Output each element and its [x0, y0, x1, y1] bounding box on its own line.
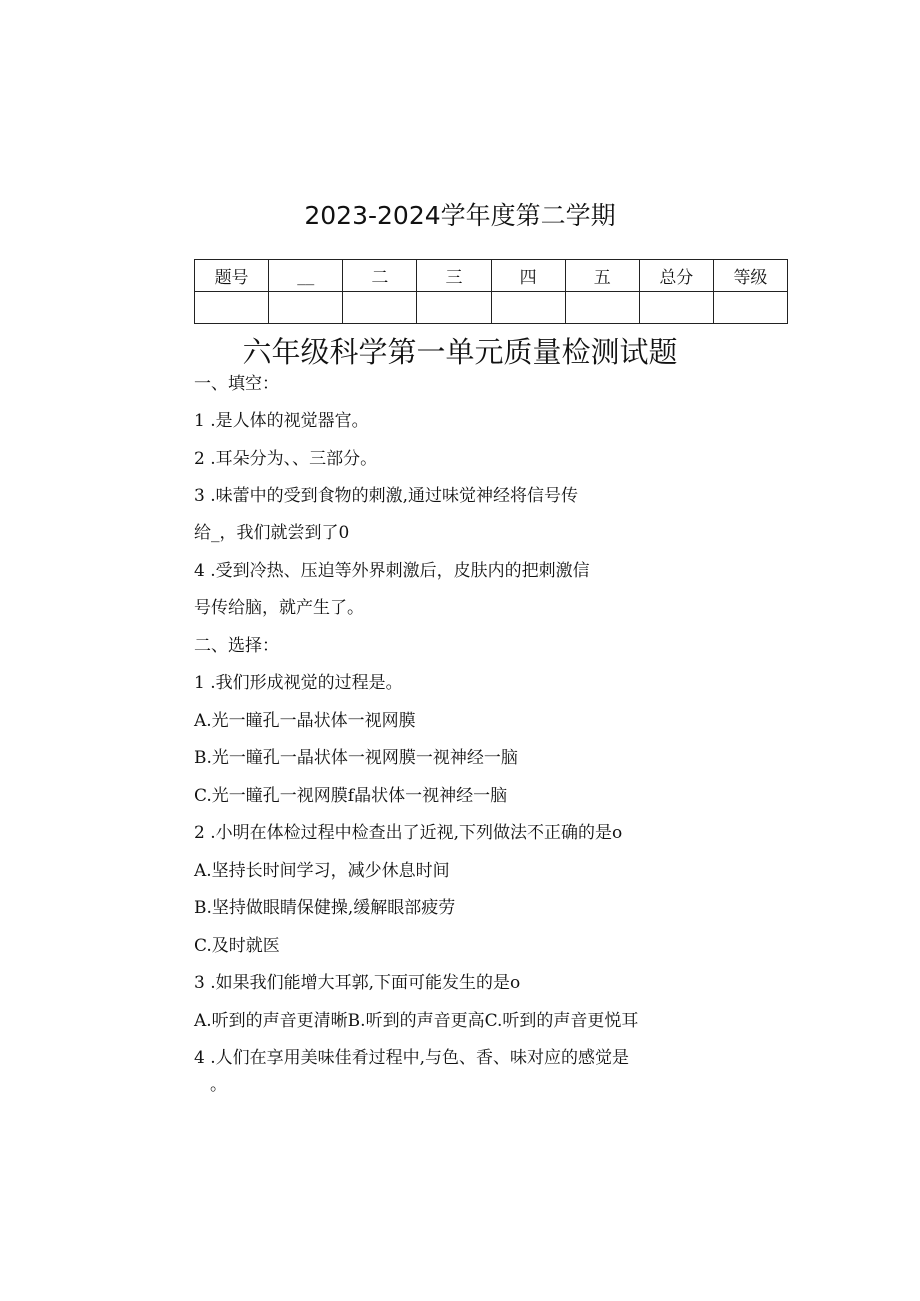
question-line: 号传给脑，就产生了。: [194, 598, 364, 618]
score-header-cell: 五: [565, 260, 639, 292]
score-value-cell[interactable]: [565, 292, 639, 324]
score-table: [194, 259, 788, 324]
score-header-cell: 总分: [639, 260, 713, 292]
section-heading-choice: 二、选择：: [194, 636, 279, 656]
option-line: B.坚持做眼睛保健操,缓解眼部疲劳: [194, 898, 456, 918]
score-header-cell: 二: [343, 260, 417, 292]
question-line: 1 .是人体的视觉器官。: [194, 411, 369, 431]
score-value-cell[interactable]: [269, 292, 343, 324]
question-line: 4 .受到冷热、压迫等外界刺激后，皮肤内的把刺激信: [194, 561, 590, 581]
option-line: A.光一瞳孔一晶状体一视网膜: [194, 711, 416, 731]
score-header-cell: __: [269, 260, 343, 292]
question-line: 4 .人们在享用美味佳肴过程中,与色、香、味对应的感觉是: [194, 1048, 630, 1068]
score-value-cell[interactable]: [713, 292, 787, 324]
score-header-cell: 三: [417, 260, 491, 292]
question-line: 给_，我们就尝到了0: [194, 523, 350, 543]
score-value-cell[interactable]: [343, 292, 417, 324]
option-line: A.坚持长时间学习，减少休息时间: [194, 861, 450, 881]
score-value-cell[interactable]: [491, 292, 565, 324]
score-header-cell: 四: [491, 260, 565, 292]
question-line: 。: [210, 1075, 227, 1095]
question-line: 3 .如果我们能增大耳郭,下面可能发生的是o: [194, 973, 521, 993]
score-value-cell[interactable]: [417, 292, 491, 324]
option-line: B.光一瞳孔一晶状体一视网膜一视神经一脑: [194, 748, 518, 768]
score-value-cell[interactable]: [195, 292, 269, 324]
question-line: 2 .耳朵分为、、三部分。: [194, 449, 378, 469]
option-line: C.光一瞳孔一视网膜f晶状体一视神经一脑: [194, 786, 508, 806]
question-line: 2 .小明在体检过程中检查出了近视,下列做法不正确的是o: [194, 823, 623, 843]
section-heading-fill-in: 一、填空：: [194, 374, 279, 394]
score-header-cell: 题号: [195, 260, 269, 292]
page-title: 2023-2024学年度第二学期: [304, 201, 616, 230]
question-line: 3 .味蕾中的受到食物的刺激,通过味觉神经将信号传: [194, 486, 579, 506]
exam-subtitle: 六年级科学第一单元质量检测试题: [242, 335, 678, 369]
score-value-cell[interactable]: [639, 292, 713, 324]
score-header-cell: 等级: [713, 260, 787, 292]
score-table-value-row: [195, 292, 788, 324]
score-table-header-row: [195, 260, 788, 292]
option-line: A.听到的声音更清晰B.听到的声音更高C.听到的声音更悦耳: [194, 1011, 639, 1031]
option-line: C.及时就医: [194, 936, 280, 956]
question-line: 1 .我们形成视觉的过程是。: [194, 673, 403, 693]
